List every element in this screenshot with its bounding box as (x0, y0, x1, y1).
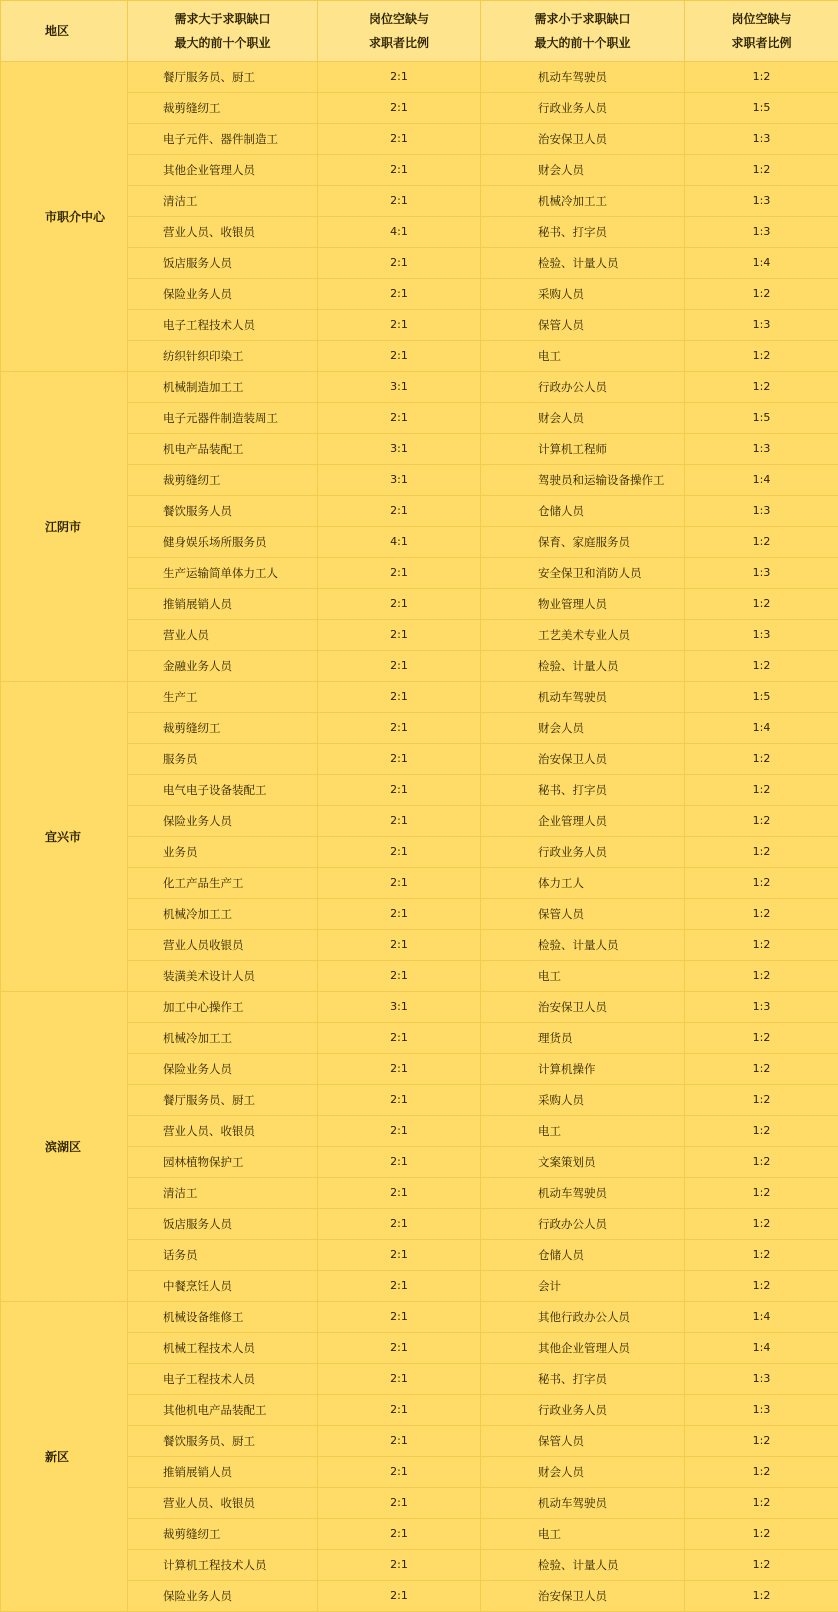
shortage-ratio-cell: 2:1 (318, 1395, 481, 1426)
shortage-occupation-cell: 服务员 (128, 744, 318, 775)
surplus-occupation-cell: 检验、计量人员 (481, 930, 685, 961)
shortage-ratio-cell: 2:1 (318, 1488, 481, 1519)
shortage-occupation-cell: 推销展销人员 (128, 589, 318, 620)
shortage-occupation-cell: 电子元器件制造装周工 (128, 403, 318, 434)
header-shortage-ratio (318, 1, 481, 62)
region-cell: 新区 (1, 1302, 128, 1612)
shortage-ratio-cell: 2:1 (318, 1178, 481, 1209)
header-surplus-occupations (481, 1, 685, 62)
table-body (1, 62, 838, 1612)
shortage-ratio-cell: 2:1 (318, 620, 481, 651)
surplus-occupation-cell: 秘书、打字员 (481, 1364, 685, 1395)
shortage-occupation-cell: 保险业务人员 (128, 1581, 318, 1612)
surplus-ratio-cell: 1:2 (685, 1209, 838, 1240)
shortage-occupation-cell: 电气电子设备装配工 (128, 775, 318, 806)
surplus-ratio-cell: 1:2 (685, 372, 838, 403)
surplus-ratio-cell: 1:2 (685, 1271, 838, 1302)
surplus-ratio-cell: 1:2 (685, 1147, 838, 1178)
surplus-ratio-cell: 1:2 (685, 899, 838, 930)
surplus-occupation-cell: 机械冷加工工 (481, 186, 685, 217)
shortage-ratio-cell: 2:1 (318, 558, 481, 589)
shortage-occupation-cell: 保险业务人员 (128, 279, 318, 310)
surplus-ratio-cell: 1:2 (685, 279, 838, 310)
shortage-ratio-cell: 2:1 (318, 248, 481, 279)
shortage-ratio-cell: 2:1 (318, 155, 481, 186)
surplus-occupation-cell: 行政业务人员 (481, 93, 685, 124)
surplus-occupation-cell: 财会人员 (481, 713, 685, 744)
shortage-ratio-cell: 4:1 (318, 217, 481, 248)
surplus-ratio-cell: 1:4 (685, 248, 838, 279)
shortage-ratio-cell: 2:1 (318, 1519, 481, 1550)
shortage-ratio-cell: 2:1 (318, 1581, 481, 1612)
shortage-occupation-cell: 饭店服务人员 (128, 1209, 318, 1240)
surplus-occupation-cell: 理货员 (481, 1023, 685, 1054)
surplus-ratio-cell: 1:2 (685, 527, 838, 558)
shortage-ratio-cell: 2:1 (318, 899, 481, 930)
surplus-occupation-cell: 保管人员 (481, 310, 685, 341)
surplus-occupation-cell: 财会人员 (481, 1457, 685, 1488)
region-cell: 滨湖区 (1, 992, 128, 1302)
surplus-ratio-cell: 1:2 (685, 1116, 838, 1147)
surplus-ratio-cell: 1:2 (685, 589, 838, 620)
shortage-occupation-cell: 清洁工 (128, 1178, 318, 1209)
surplus-occupation-cell: 保育、家庭服务员 (481, 527, 685, 558)
surplus-occupation-cell: 机动车驾驶员 (481, 1178, 685, 1209)
surplus-occupation-cell: 其他企业管理人员 (481, 1333, 685, 1364)
header-shortage-occupations (128, 1, 318, 62)
shortage-occupation-cell: 营业人员 (128, 620, 318, 651)
surplus-occupation-cell: 检验、计量人员 (481, 248, 685, 279)
surplus-ratio-cell: 1:3 (685, 434, 838, 465)
surplus-ratio-cell: 1:3 (685, 1364, 838, 1395)
shortage-occupation-cell: 营业人员、收银员 (128, 1488, 318, 1519)
surplus-ratio-cell: 1:2 (685, 1240, 838, 1271)
shortage-occupation-cell: 裁剪缝纫工 (128, 1519, 318, 1550)
surplus-occupation-cell: 驾驶员和运输设备操作工 (481, 465, 685, 496)
shortage-ratio-cell: 3:1 (318, 372, 481, 403)
table-row (1, 372, 838, 403)
shortage-ratio-cell: 2:1 (318, 310, 481, 341)
shortage-occupation-cell: 电子元件、器件制造工 (128, 124, 318, 155)
shortage-occupation-cell: 健身娱乐场所服务员 (128, 527, 318, 558)
surplus-occupation-cell: 采购人员 (481, 1085, 685, 1116)
surplus-occupation-cell: 安全保卫和消防人员 (481, 558, 685, 589)
header-surplus-ratio-line2: 求职者比例 (685, 31, 838, 55)
surplus-ratio-cell: 1:2 (685, 1085, 838, 1116)
shortage-ratio-cell: 2:1 (318, 1209, 481, 1240)
surplus-ratio-cell: 1:2 (685, 651, 838, 682)
surplus-ratio-cell: 1:2 (685, 1581, 838, 1612)
surplus-ratio-cell: 1:2 (685, 837, 838, 868)
surplus-ratio-cell: 1:2 (685, 806, 838, 837)
shortage-occupation-cell: 营业人员、收银员 (128, 217, 318, 248)
shortage-ratio-cell: 2:1 (318, 124, 481, 155)
shortage-ratio-cell: 2:1 (318, 713, 481, 744)
surplus-occupation-cell: 仓储人员 (481, 496, 685, 527)
header-shortage-line2: 最大的前十个职业 (128, 31, 317, 55)
shortage-occupation-cell: 机械工程技术人员 (128, 1333, 318, 1364)
shortage-ratio-cell: 2:1 (318, 1302, 481, 1333)
surplus-occupation-cell: 保管人员 (481, 899, 685, 930)
surplus-ratio-cell: 1:2 (685, 341, 838, 372)
surplus-ratio-cell: 1:2 (685, 930, 838, 961)
surplus-occupation-cell: 仓储人员 (481, 1240, 685, 1271)
surplus-occupation-cell: 机动车驾驶员 (481, 62, 685, 93)
shortage-occupation-cell: 业务员 (128, 837, 318, 868)
surplus-ratio-cell: 1:3 (685, 992, 838, 1023)
surplus-ratio-cell: 1:2 (685, 62, 838, 93)
header-region-label: 地区 (45, 24, 69, 38)
surplus-occupation-cell: 物业管理人员 (481, 589, 685, 620)
shortage-ratio-cell: 2:1 (318, 1333, 481, 1364)
shortage-occupation-cell: 餐厅服务员、厨工 (128, 1085, 318, 1116)
shortage-occupation-cell: 电子工程技术人员 (128, 1364, 318, 1395)
shortage-ratio-cell: 2:1 (318, 868, 481, 899)
surplus-occupation-cell: 秘书、打字员 (481, 775, 685, 806)
shortage-occupation-cell: 化工产品生产工 (128, 868, 318, 899)
surplus-ratio-cell: 1:2 (685, 1488, 838, 1519)
surplus-ratio-cell: 1:4 (685, 1302, 838, 1333)
shortage-ratio-cell: 2:1 (318, 186, 481, 217)
surplus-ratio-cell: 1:3 (685, 620, 838, 651)
surplus-occupation-cell: 其他行政办公人员 (481, 1302, 685, 1333)
region-cell: 宜兴市 (1, 682, 128, 992)
shortage-ratio-cell: 2:1 (318, 1147, 481, 1178)
header-surplus-ratio (685, 1, 838, 62)
shortage-ratio-cell: 2:1 (318, 279, 481, 310)
surplus-occupation-cell: 保管人员 (481, 1426, 685, 1457)
surplus-ratio-cell: 1:2 (685, 1519, 838, 1550)
shortage-occupation-cell: 保险业务人员 (128, 1054, 318, 1085)
surplus-ratio-cell: 1:2 (685, 1178, 838, 1209)
shortage-occupation-cell: 清洁工 (128, 186, 318, 217)
shortage-occupation-cell: 话务员 (128, 1240, 318, 1271)
shortage-ratio-cell: 2:1 (318, 341, 481, 372)
shortage-occupation-cell: 电子工程技术人员 (128, 310, 318, 341)
surplus-occupation-cell: 检验、计量人员 (481, 1550, 685, 1581)
shortage-ratio-cell: 2:1 (318, 682, 481, 713)
surplus-ratio-cell: 1:3 (685, 124, 838, 155)
shortage-ratio-cell: 2:1 (318, 775, 481, 806)
surplus-occupation-cell: 治安保卫人员 (481, 1581, 685, 1612)
surplus-occupation-cell: 体力工人 (481, 868, 685, 899)
header-surplus-ratio-line1: 岗位空缺与 (685, 7, 838, 31)
surplus-occupation-cell: 计算机工程师 (481, 434, 685, 465)
header-row (1, 1, 838, 62)
shortage-ratio-cell: 2:1 (318, 930, 481, 961)
surplus-ratio-cell: 1:5 (685, 403, 838, 434)
shortage-occupation-cell: 加工中心操作工 (128, 992, 318, 1023)
shortage-occupation-cell: 营业人员收银员 (128, 930, 318, 961)
shortage-ratio-cell: 3:1 (318, 465, 481, 496)
shortage-occupation-cell: 餐饮服务人员 (128, 496, 318, 527)
shortage-ratio-cell: 2:1 (318, 806, 481, 837)
surplus-ratio-cell: 1:3 (685, 558, 838, 589)
shortage-occupation-cell: 中餐烹饪人员 (128, 1271, 318, 1302)
surplus-occupation-cell: 财会人员 (481, 403, 685, 434)
shortage-occupation-cell: 机械设备维修工 (128, 1302, 318, 1333)
shortage-occupation-cell: 其他企业管理人员 (128, 155, 318, 186)
surplus-ratio-cell: 1:2 (685, 1054, 838, 1085)
shortage-ratio-cell: 4:1 (318, 527, 481, 558)
shortage-occupation-cell: 其他机电产品装配工 (128, 1395, 318, 1426)
surplus-occupation-cell: 计算机操作 (481, 1054, 685, 1085)
shortage-occupation-cell: 装潢美术设计人员 (128, 961, 318, 992)
header-shortage-ratio-line2: 求职者比例 (318, 31, 480, 55)
surplus-ratio-cell: 1:3 (685, 310, 838, 341)
shortage-occupation-cell: 生产工 (128, 682, 318, 713)
shortage-ratio-cell: 2:1 (318, 93, 481, 124)
shortage-ratio-cell: 3:1 (318, 434, 481, 465)
shortage-occupation-cell: 生产运输简单体力工人 (128, 558, 318, 589)
surplus-ratio-cell: 1:5 (685, 682, 838, 713)
shortage-ratio-cell: 2:1 (318, 837, 481, 868)
surplus-occupation-cell: 秘书、打字员 (481, 217, 685, 248)
shortage-ratio-cell: 2:1 (318, 1271, 481, 1302)
table-header (1, 1, 838, 62)
header-region (1, 1, 128, 62)
shortage-ratio-cell: 2:1 (318, 961, 481, 992)
surplus-ratio-cell: 1:2 (685, 155, 838, 186)
surplus-occupation-cell: 机动车驾驶员 (481, 1488, 685, 1519)
shortage-occupation-cell: 营业人员、收银员 (128, 1116, 318, 1147)
surplus-occupation-cell: 工艺美术专业人员 (481, 620, 685, 651)
shortage-ratio-cell: 2:1 (318, 589, 481, 620)
region-cell: 市职介中心 (1, 62, 128, 372)
header-shortage-line1: 需求大于求职缺口 (128, 7, 317, 31)
shortage-ratio-cell: 2:1 (318, 1426, 481, 1457)
shortage-ratio-cell: 2:1 (318, 496, 481, 527)
header-surplus-line2: 最大的前十个职业 (481, 31, 684, 55)
surplus-ratio-cell: 1:2 (685, 1426, 838, 1457)
shortage-ratio-cell: 2:1 (318, 651, 481, 682)
surplus-ratio-cell: 1:2 (685, 1023, 838, 1054)
surplus-ratio-cell: 1:3 (685, 186, 838, 217)
shortage-occupation-cell: 机械冷加工工 (128, 1023, 318, 1054)
surplus-occupation-cell: 采购人员 (481, 279, 685, 310)
surplus-occupation-cell: 治安保卫人员 (481, 124, 685, 155)
shortage-occupation-cell: 金融业务人员 (128, 651, 318, 682)
surplus-ratio-cell: 1:2 (685, 1457, 838, 1488)
surplus-ratio-cell: 1:5 (685, 93, 838, 124)
shortage-ratio-cell: 2:1 (318, 1054, 481, 1085)
shortage-occupation-cell: 保险业务人员 (128, 806, 318, 837)
surplus-occupation-cell: 电工 (481, 341, 685, 372)
shortage-ratio-cell: 2:1 (318, 403, 481, 434)
surplus-occupation-cell: 行政办公人员 (481, 372, 685, 403)
shortage-ratio-cell: 3:1 (318, 992, 481, 1023)
shortage-occupation-cell: 机电产品装配工 (128, 434, 318, 465)
surplus-ratio-cell: 1:4 (685, 1333, 838, 1364)
surplus-ratio-cell: 1:2 (685, 744, 838, 775)
table-row (1, 992, 838, 1023)
shortage-occupation-cell: 裁剪缝纫工 (128, 93, 318, 124)
surplus-occupation-cell: 文案策划员 (481, 1147, 685, 1178)
table-row (1, 1302, 838, 1333)
shortage-ratio-cell: 2:1 (318, 1550, 481, 1581)
shortage-occupation-cell: 裁剪缝纫工 (128, 465, 318, 496)
shortage-occupation-cell: 餐饮服务员、厨工 (128, 1426, 318, 1457)
shortage-occupation-cell: 推销展销人员 (128, 1457, 318, 1488)
surplus-ratio-cell: 1:2 (685, 775, 838, 806)
shortage-ratio-cell: 2:1 (318, 1364, 481, 1395)
surplus-occupation-cell: 电工 (481, 961, 685, 992)
shortage-ratio-cell: 2:1 (318, 744, 481, 775)
surplus-occupation-cell: 电工 (481, 1519, 685, 1550)
shortage-occupation-cell: 裁剪缝纫工 (128, 713, 318, 744)
header-shortage-ratio-line1: 岗位空缺与 (318, 7, 480, 31)
surplus-occupation-cell: 会计 (481, 1271, 685, 1302)
surplus-occupation-cell: 电工 (481, 1116, 685, 1147)
surplus-occupation-cell: 治安保卫人员 (481, 744, 685, 775)
shortage-occupation-cell: 机械冷加工工 (128, 899, 318, 930)
surplus-occupation-cell: 行政业务人员 (481, 837, 685, 868)
shortage-occupation-cell: 计算机工程技术人员 (128, 1550, 318, 1581)
shortage-occupation-cell: 纺织针织印染工 (128, 341, 318, 372)
shortage-ratio-cell: 2:1 (318, 1457, 481, 1488)
shortage-occupation-cell: 机械制造加工工 (128, 372, 318, 403)
shortage-ratio-cell: 2:1 (318, 62, 481, 93)
surplus-ratio-cell: 1:4 (685, 465, 838, 496)
shortage-ratio-cell: 2:1 (318, 1085, 481, 1116)
surplus-occupation-cell: 企业管理人员 (481, 806, 685, 837)
shortage-ratio-cell: 2:1 (318, 1023, 481, 1054)
shortage-ratio-cell: 2:1 (318, 1116, 481, 1147)
header-surplus-line1: 需求小于求职缺口 (481, 7, 684, 31)
table-row (1, 682, 838, 713)
surplus-ratio-cell: 1:2 (685, 868, 838, 899)
surplus-ratio-cell: 1:2 (685, 961, 838, 992)
shortage-occupation-cell: 园林植物保护工 (128, 1147, 318, 1178)
surplus-occupation-cell: 机动车驾驶员 (481, 682, 685, 713)
shortage-occupation-cell: 饭店服务人员 (128, 248, 318, 279)
region-cell: 江阴市 (1, 372, 128, 682)
surplus-ratio-cell: 1:4 (685, 713, 838, 744)
surplus-occupation-cell: 财会人员 (481, 155, 685, 186)
surplus-occupation-cell: 行政办公人员 (481, 1209, 685, 1240)
surplus-ratio-cell: 1:3 (685, 217, 838, 248)
surplus-ratio-cell: 1:2 (685, 1550, 838, 1581)
surplus-occupation-cell: 治安保卫人员 (481, 992, 685, 1023)
surplus-ratio-cell: 1:3 (685, 496, 838, 527)
surplus-occupation-cell: 检验、计量人员 (481, 651, 685, 682)
shortage-occupation-cell: 餐厅服务员、厨工 (128, 62, 318, 93)
shortage-ratio-cell: 2:1 (318, 1240, 481, 1271)
surplus-ratio-cell: 1:3 (685, 1395, 838, 1426)
surplus-occupation-cell: 行政业务人员 (481, 1395, 685, 1426)
table-row (1, 62, 838, 93)
